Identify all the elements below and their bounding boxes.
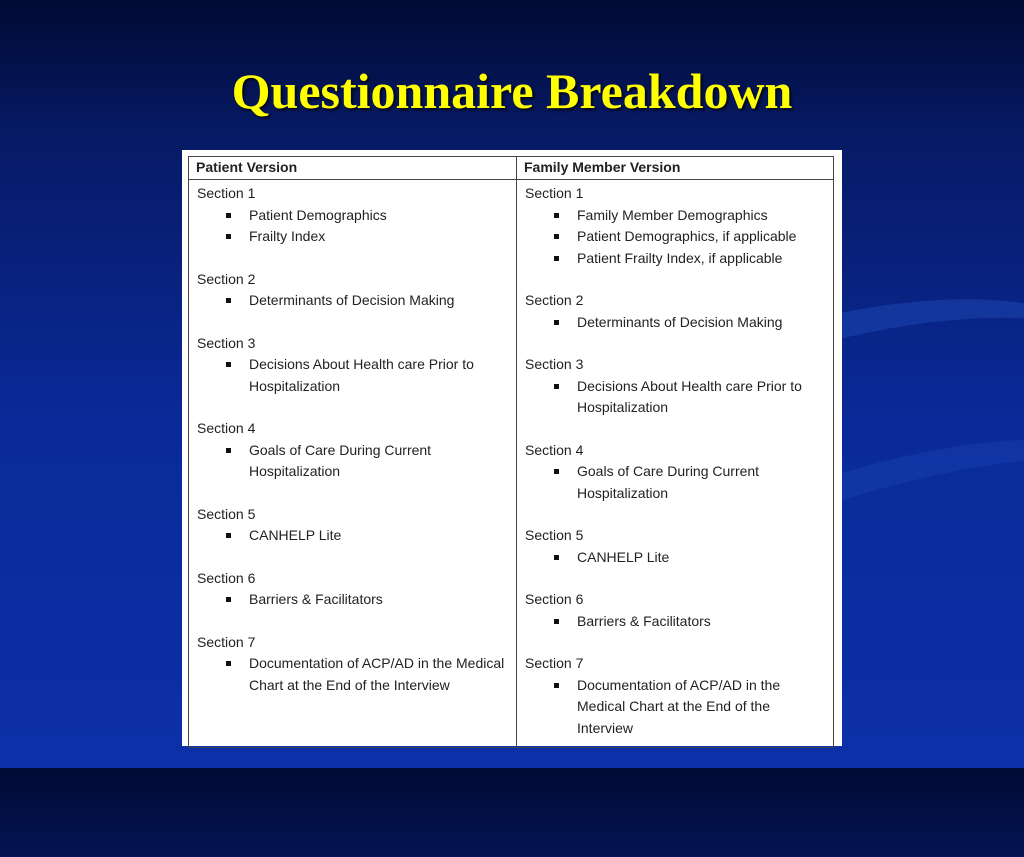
list-item-text: Family Member Demographics bbox=[577, 206, 768, 223]
square-bullet-icon bbox=[554, 683, 559, 688]
section-item-list bbox=[197, 589, 510, 611]
square-bullet-icon bbox=[554, 320, 559, 325]
section-item-list bbox=[525, 312, 827, 334]
square-bullet-icon bbox=[554, 234, 559, 239]
section-item-list bbox=[525, 376, 827, 419]
list-item bbox=[197, 354, 510, 397]
list-item bbox=[197, 290, 510, 312]
patient-version-cell bbox=[189, 180, 517, 748]
section-block bbox=[197, 418, 510, 483]
section-item-list bbox=[197, 354, 510, 397]
questionnaire-table-image bbox=[182, 150, 842, 746]
patient-version-header: Patient Version bbox=[189, 157, 517, 180]
section-block bbox=[525, 183, 827, 269]
list-item-text: Decisions About Health care Prior to Hospitalization bbox=[577, 377, 802, 415]
section-label: Section 7 bbox=[525, 655, 584, 671]
list-item-text: CANHELP Lite bbox=[249, 527, 342, 543]
square-bullet-icon bbox=[226, 533, 231, 538]
square-bullet-icon bbox=[554, 555, 559, 560]
section-label: Section 7 bbox=[197, 633, 256, 650]
square-bullet-icon bbox=[226, 213, 231, 218]
list-item-text: Determinants of Decision Making bbox=[577, 313, 783, 330]
list-item-text: Documentation of ACP/AD in the Medical Chart at the End of the Interview bbox=[577, 676, 781, 736]
list-item-text: Patient Demographics, if applicable bbox=[577, 228, 797, 244]
section-block bbox=[197, 504, 510, 547]
section-label: Section 4 bbox=[525, 441, 584, 458]
list-item-text: Barriers & Facilitators bbox=[577, 612, 711, 629]
list-item-text: Documentation of ACP/AD in the Medical Chart at the End of the Interview bbox=[249, 655, 505, 693]
section-label: Section 3 bbox=[525, 356, 584, 372]
section-block bbox=[197, 333, 510, 398]
list-item-text: Patient Frailty Index, if applicable bbox=[577, 249, 783, 266]
square-bullet-icon bbox=[226, 661, 231, 666]
list-item-text: Patient Demographics bbox=[249, 206, 387, 223]
list-item bbox=[525, 376, 827, 419]
list-item-text: Goals of Care During Current Hospitalization bbox=[249, 441, 432, 479]
section-block bbox=[197, 183, 510, 248]
section-item-list bbox=[197, 440, 510, 483]
list-item bbox=[525, 205, 827, 227]
square-bullet-icon bbox=[226, 448, 231, 453]
list-item-text: Frailty Index bbox=[249, 228, 326, 244]
square-bullet-icon bbox=[554, 384, 559, 389]
section-label: Section 5 bbox=[525, 527, 584, 543]
list-item-text: Decisions About Health care Prior to Hospitalization bbox=[249, 356, 474, 394]
list-item bbox=[525, 611, 827, 633]
slide-title: Questionnaire Breakdown bbox=[231, 63, 793, 119]
square-bullet-icon bbox=[226, 362, 231, 367]
list-item bbox=[525, 248, 827, 270]
list-item bbox=[525, 461, 827, 504]
list-item-text: Determinants of Decision Making bbox=[249, 292, 455, 308]
questionnaire-table bbox=[188, 156, 834, 748]
section-block bbox=[525, 354, 827, 419]
section-item-list bbox=[197, 525, 510, 547]
section-item-list bbox=[525, 675, 827, 740]
list-item bbox=[525, 226, 827, 248]
table-row bbox=[189, 180, 834, 748]
square-bullet-icon bbox=[226, 597, 231, 602]
square-bullet-icon bbox=[554, 619, 559, 624]
section-item-list bbox=[197, 205, 510, 248]
square-bullet-icon bbox=[554, 256, 559, 261]
section-block bbox=[197, 269, 510, 312]
section-block bbox=[525, 290, 827, 333]
list-item-text: Goals of Care During Current Hospitalization bbox=[577, 463, 760, 501]
section-item-list bbox=[197, 653, 510, 696]
list-item bbox=[525, 547, 827, 569]
section-label: Section 4 bbox=[197, 420, 256, 436]
list-item bbox=[197, 653, 510, 696]
section-block bbox=[525, 589, 827, 632]
section-block bbox=[197, 632, 510, 697]
list-item bbox=[525, 312, 827, 334]
section-block bbox=[525, 653, 827, 739]
section-label: Section 2 bbox=[525, 292, 584, 308]
section-block bbox=[525, 525, 827, 568]
section-block bbox=[197, 568, 510, 611]
section-block bbox=[525, 440, 827, 505]
section-label: Section 6 bbox=[197, 569, 256, 586]
section-label: Section 1 bbox=[525, 185, 584, 201]
family-member-version-header: Family Member Version bbox=[517, 157, 834, 180]
section-item-list bbox=[525, 547, 827, 569]
section-label: Section 5 bbox=[197, 505, 256, 522]
list-item bbox=[197, 226, 510, 248]
list-item bbox=[197, 205, 510, 227]
list-item-text: CANHELP Lite bbox=[577, 548, 670, 565]
section-item-list bbox=[197, 290, 510, 312]
section-item-list bbox=[525, 205, 827, 270]
square-bullet-icon bbox=[554, 213, 559, 218]
square-bullet-icon bbox=[554, 469, 559, 474]
list-item bbox=[197, 440, 510, 483]
square-bullet-icon bbox=[226, 298, 231, 303]
table-header-row bbox=[189, 157, 834, 180]
section-item-list bbox=[525, 461, 827, 504]
family-member-version-cell bbox=[517, 180, 834, 748]
list-item bbox=[197, 589, 510, 611]
square-bullet-icon bbox=[226, 234, 231, 239]
section-label: Section 6 bbox=[525, 591, 584, 607]
section-label: Section 1 bbox=[197, 185, 256, 201]
section-label: Section 2 bbox=[197, 270, 256, 287]
section-label: Section 3 bbox=[197, 334, 256, 351]
list-item-text: Barriers & Facilitators bbox=[249, 591, 383, 607]
section-item-list bbox=[525, 611, 827, 633]
list-item bbox=[197, 525, 510, 547]
list-item bbox=[525, 675, 827, 740]
